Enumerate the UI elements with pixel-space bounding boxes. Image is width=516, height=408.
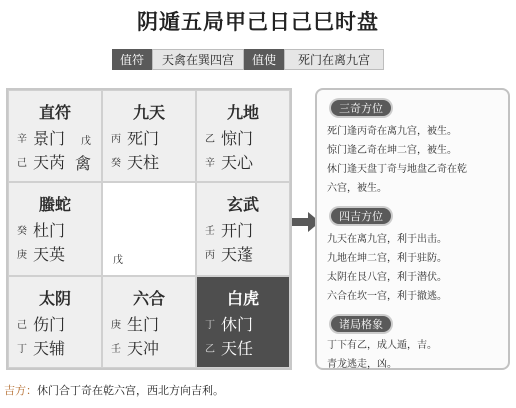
text-line: 青龙逃走，凶。 [327,359,397,370]
stem-top: 癸 [17,225,27,237]
palace-cell-kun [196,90,290,182]
star-name: 天柱 [127,152,160,172]
stem-top: 丁 [205,319,215,331]
stem-top: 丙 [111,133,121,145]
stem-top: 壬 [205,225,215,237]
door-name: 开门 [221,220,254,240]
zhifu-value: 天禽在巽四宫 [152,49,244,70]
door-name: 生门 [127,314,160,334]
palace-cell-xun [8,90,102,182]
door-name: 杜门 [33,220,66,240]
star-name: 天辅 [33,338,66,358]
footer-text: 休门合丁奇在乾六宫，西北方向吉利。 [37,384,224,397]
text-line: 九地在坤二宫，利于驻防。 [327,253,447,264]
star-name: 天英 [33,244,66,264]
stem-bottom: 辛 [205,157,215,169]
palace-cell-kan [102,276,196,368]
stem-top: 辛 [17,133,27,145]
zhishi-value: 死门在离九宫 [284,49,384,70]
text-line: 丁下有乙，成人遁，吉。 [327,340,437,351]
stem-bottom: 癸 [111,157,121,169]
star-name: 天心 [221,152,254,172]
door-name: 景门 [33,128,66,148]
info-bar [112,49,384,70]
stem-bottom: 丁 [17,343,27,355]
auspicious-direction [4,382,224,398]
star-name: 天蓬 [221,244,254,264]
stem-top: 己 [17,319,27,331]
star-extra: 禽 [74,154,91,173]
stem-bottom: 己 [17,157,27,169]
palace-cell-gen [8,276,102,368]
palace-cell-li [102,90,196,182]
palace-cell-qian [196,276,290,368]
stem-top: 庚 [111,319,121,331]
section-text-geju [327,336,507,374]
door-name: 惊门 [221,128,254,148]
star-name: 天冲 [127,338,160,358]
zhishi-label: 值使 [244,49,284,70]
text-line: 九天在离九宫，利于出击。 [327,234,447,245]
palace-cell-center [102,182,196,276]
palace-god: 太阴 [38,289,71,308]
stem-bottom: 丙 [205,249,215,261]
zhifu-label: 值符 [112,49,152,70]
palace-god: 直符 [38,103,71,122]
section-title-siji: 四吉方位 [331,208,391,224]
palace-god: 九地 [226,103,259,122]
text-line: 死门逢丙奇在离九宫，被生。 [327,126,457,137]
page-title: 阴遁五局甲己日己巳时盘 [137,10,379,34]
palace-god: 玄武 [226,195,259,214]
palace-god: 螣蛇 [38,195,71,214]
analysis-panel [315,88,510,370]
star-name: 天芮 [33,152,66,172]
text-line: 六宫，被生。 [327,183,387,194]
door-name: 休门 [221,314,254,334]
palace-cell-zhen [8,182,102,276]
footer-label: 吉方： [4,384,37,397]
section-title-sanqi: 三奇方位 [331,100,391,116]
palace-god: 九天 [132,103,165,122]
section-title-geju: 诸局格象 [331,316,391,332]
door-name: 死门 [127,128,160,148]
text-line: 六合在坎一宫，利于撤逃。 [327,291,447,302]
section-text-sanqi [327,122,507,198]
stem-bottom: 壬 [111,343,121,355]
stem-bottom: 乙 [205,343,215,355]
text-line: 惊门逢乙奇在坤二宫，被生。 [327,145,457,156]
text-line: 休门逢天盘丁奇与地盘乙奇在乾 [327,164,467,175]
palace-god: 白虎 [226,289,259,308]
palace-cell-dui [196,182,290,276]
text-line: 太阴在艮八宫，利于潜伏。 [327,272,447,283]
center-stem: 戊 [113,255,123,266]
stem-extra: 戊 [81,136,91,147]
stem-top: 乙 [205,133,215,145]
nine-palace-grid [6,88,292,370]
stem-bottom: 庚 [17,249,27,261]
section-text-siji [327,230,507,306]
star-name: 天任 [221,338,254,358]
door-name: 伤门 [33,314,66,334]
palace-god: 六合 [132,289,165,308]
